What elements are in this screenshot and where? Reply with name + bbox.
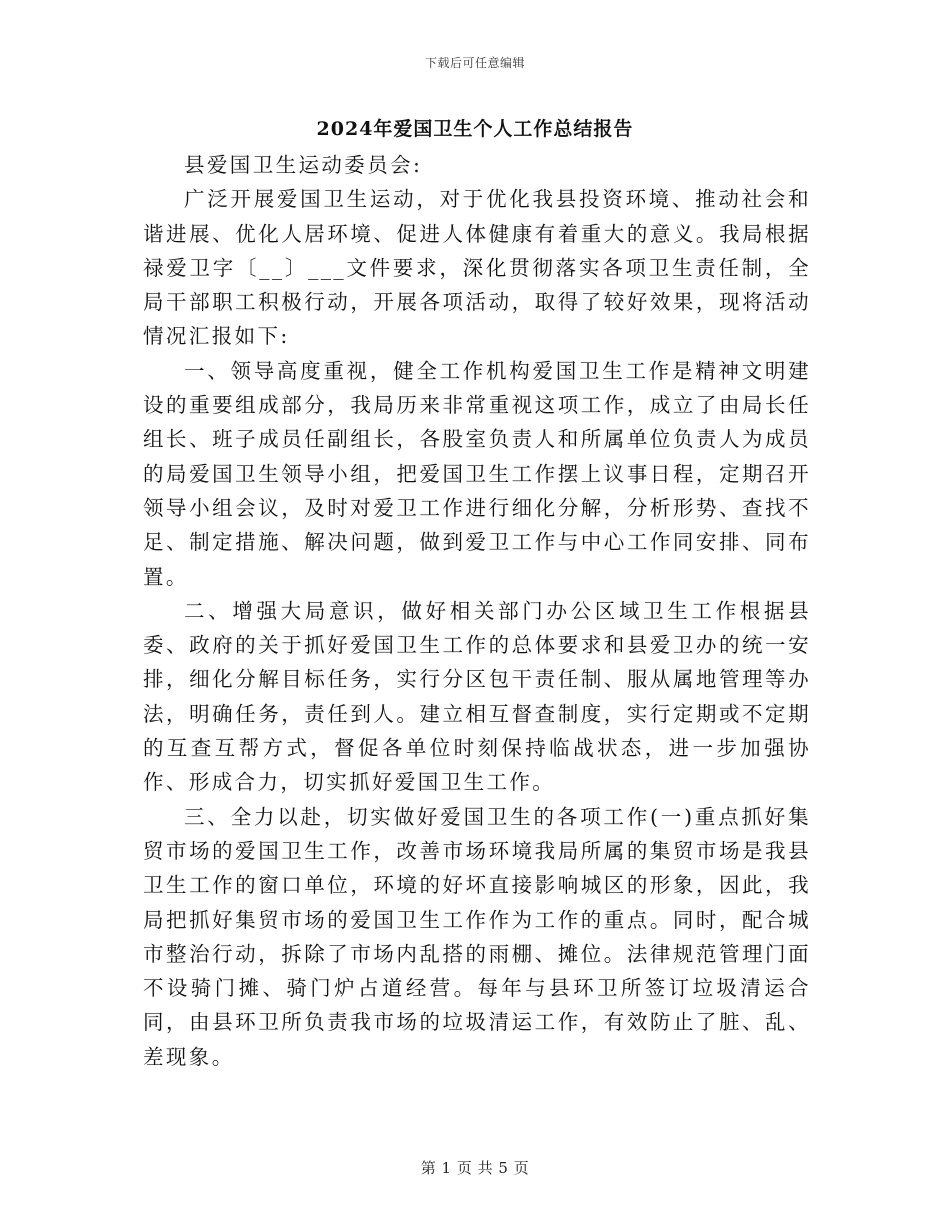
document-body [143,148,811,1074]
document-title: 2024年爱国卫生个人工作总结报告 [316,118,634,140]
section-three-paragraph: 三、全力以赴，切实做好爱国卫生的各项工作(一)重点抓好集贸市场的爱国卫生工作，改善市场环境我局所属的集贸市场是我县卫生工作的窗口单位，环境的好坏直接影响城区的形象，因此，我局把抓好集贸市场的爱国卫生工作作为工作的重点。同时，配合城市整治行动，拆除了市场内乱搭的雨棚、摊位。法律规范管理门面不设骑门摊、骑门炉占道经营。每年与县环卫所签订垃圾清运合同，由县环卫所负责我市场的垃圾清运工作，有效防止了脏、乱、差现象。 [143,804,811,1069]
section-one-paragraph: 一、领导高度重视，健全工作机构爱国卫生工作是精神文明建设的重要组成部分，我局历来非常重视这项工作，成立了由局长任组长、班子成员任副组长，各股室负责人和所属单位负责人为成员的局爱国卫生领导小组，把爱国卫生工作摆上议事日程，定期召开领导小组会议，及时对爱卫工作进行细化分解，分析形势、查找不足、制定措施、解决问题，做到爱卫工作与中心工作同安排、同布置。 [143,358,811,589]
header-note: 下载后可任意编辑 [424,56,525,70]
page-number-footer: 第 1 页 共 5 页 [420,1159,530,1177]
section-two-paragraph: 二、增强大局意识，做好相关部门办公区域卫生工作根据县委、政府的关于抓好爱国卫生工作的总体要求和县爱卫办的统一安排，细化分解目标任务，实行分区包干责任制、服从属地管理等办法，明确任务，责任到人。建立相互督查制度，实行定期或不定期的互查互帮方式，督促各单位时刻保持临战状态，进一步加强协作、形成合力，切实抓好爱国卫生工作。 [143,598,811,795]
intro-paragraph: 广泛开展爱国卫生运动，对于优化我县投资环境、推动社会和谐进展、优化人居环境、促进人体健康有着重大的意义。我局根据禄爱卫字〔__〕___文件要求，深化贯彻落实各项卫生责任制，全局干部职工积极行动，开展各项活动，取得了较好效果，现将活动情况汇报如下: [143,187,811,349]
salutation-paragraph: 县爱国卫生运动委员会: [184,153,423,177]
